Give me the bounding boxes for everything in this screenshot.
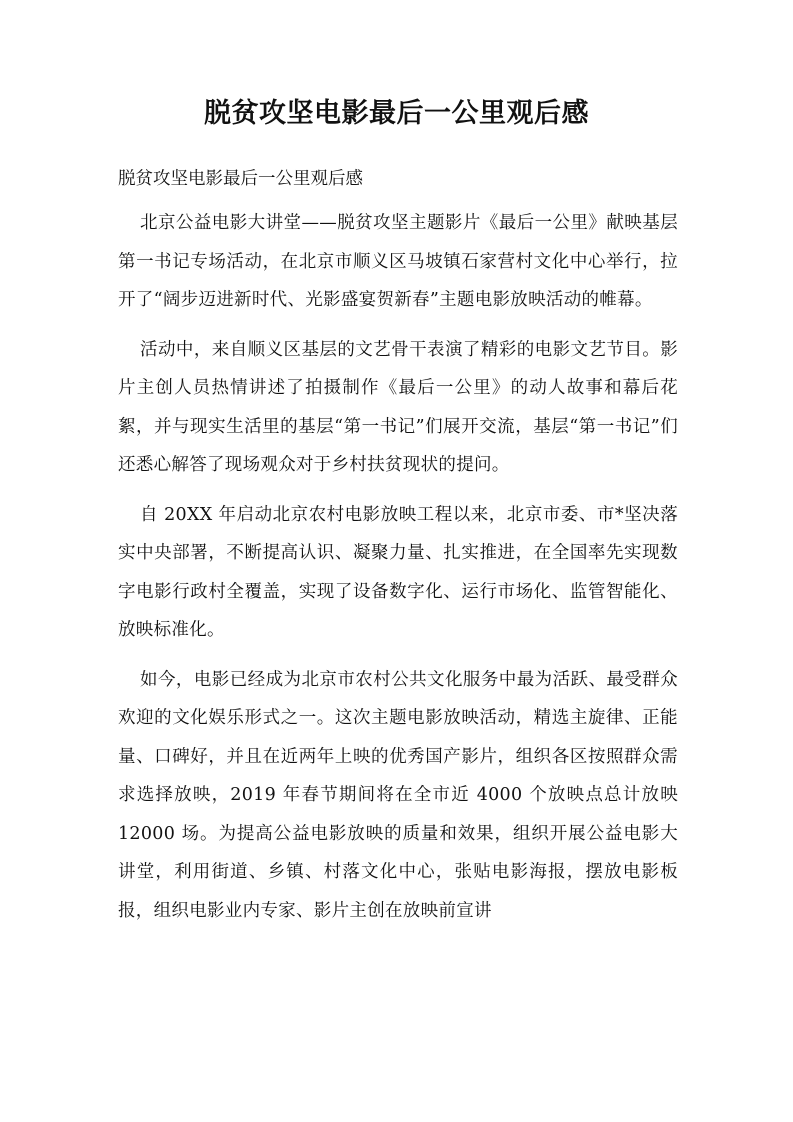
document-body	[118, 160, 678, 941]
paragraph-1: 北京公益电影大讲堂——脱贫攻坚主题影片《最后一公里》献映基层第一书记专场活动，在北京市顺义区马坡镇石家营村文化中心举行，拉开了“阔步迈进新时代、光影盛宴贺新春”主题电影放映活动的帷幕。	[118, 213, 678, 310]
paragraph-4: 如今，电影已经成为北京市农村公共文化服务中最为活跃、最受群众欢迎的文化娱乐形式之一。这次主题电影放映活动，精选主旋律、正能量、口碑好，并且在近两年上映的优秀国产影片，组织各区按照群众需求选择放映，2019 年春节期间将在全市近 4000 个放映点总计放映 12000 场。为提高公益电影放映的质量和效果，组织开展公益电影大讲堂，利用街道、乡镇、村落文化中心，张贴电影海报，摆放电影板报，组织电影业内专家、影片主创在放映前宣讲	[118, 669, 678, 921]
document-title: 脱贫攻坚电影最后一公里观后感	[204, 98, 589, 129]
paragraph-2: 活动中，来自顺义区基层的文艺骨干表演了精彩的电影文艺节目。影片主创人员热情讲述了拍摄制作《最后一公里》的动人故事和幕后花絮，并与现实生活里的基层“第一书记”们展开交流，基层“第一书记”们还悉心解答了现场观众对于乡村扶贫现状的提问。	[118, 339, 678, 475]
paragraph-3: 自 20XX 年启动北京农村电影放映工程以来，北京市委、市*坚决落实中央部署，不断提高认识、凝聚力量、扎实推进，在全国率先实现数字电影行政村全覆盖，实现了设备数字化、运行市场化、监管智能化、放映标准化。	[118, 504, 678, 640]
document-subtitle: 脱贫攻坚电影最后一公里观后感	[118, 169, 363, 189]
